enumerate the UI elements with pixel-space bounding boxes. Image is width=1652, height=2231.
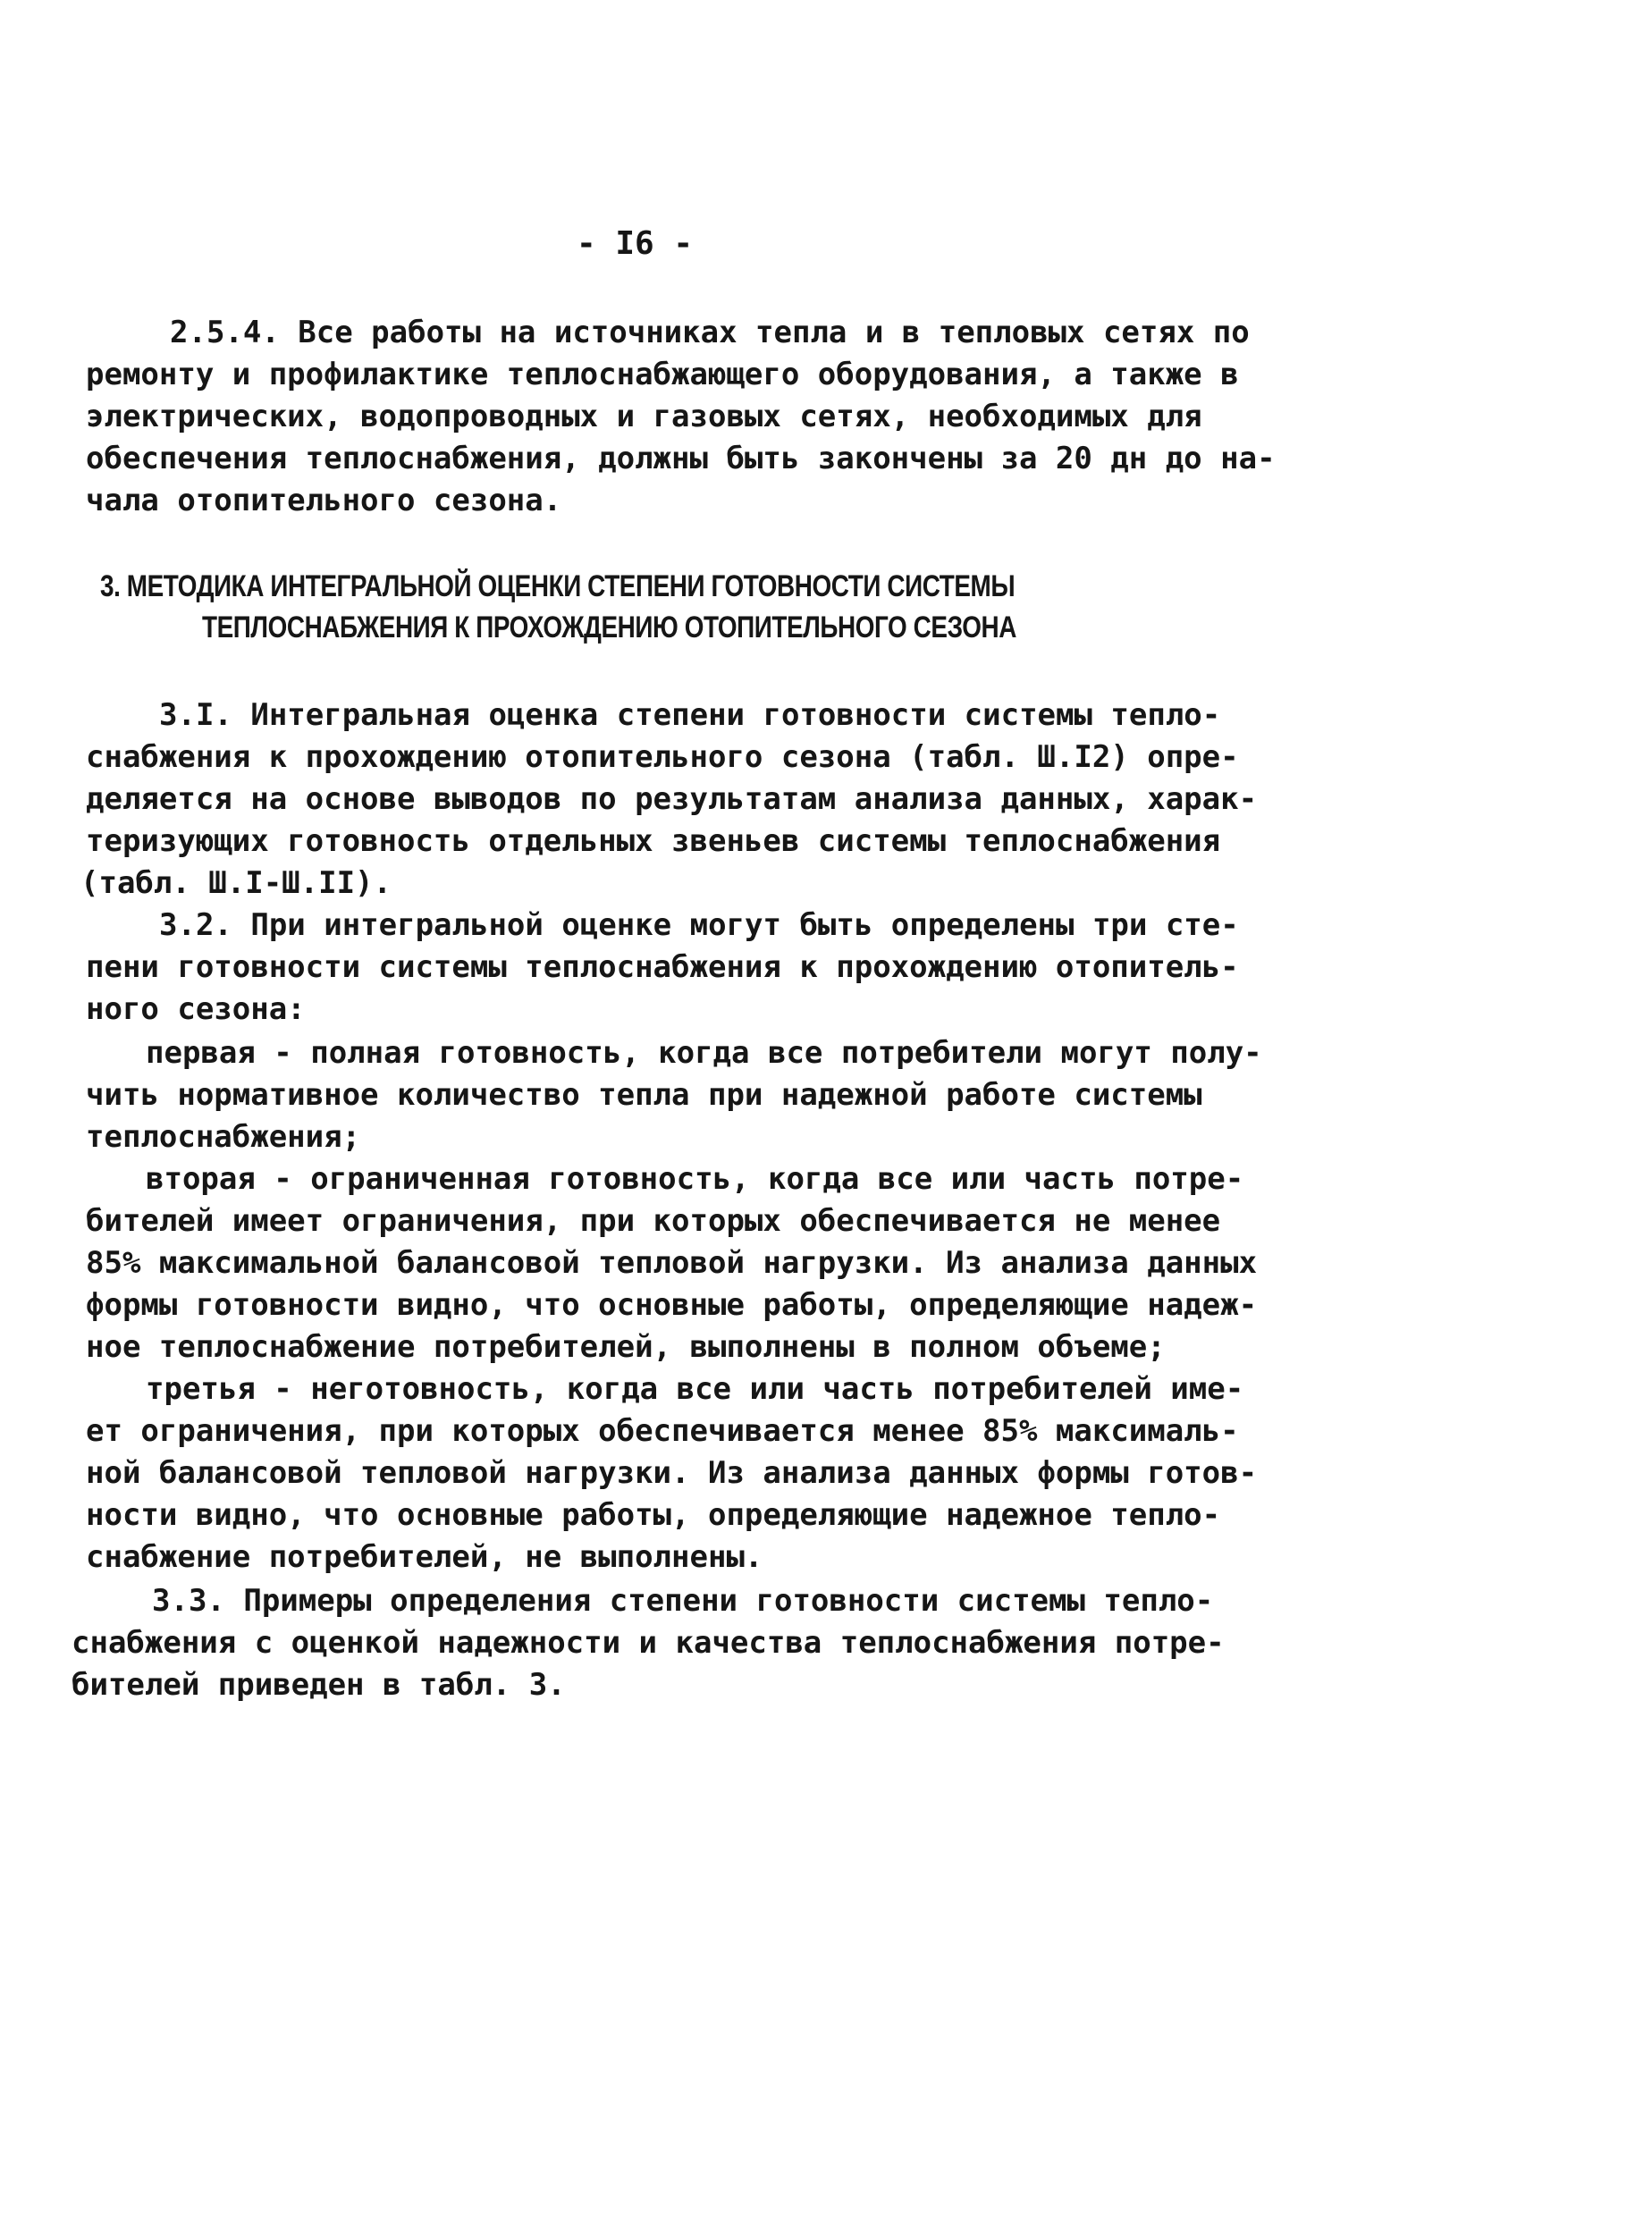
text-line: ности видно, что основные работы, определяющие надежное тепло- xyxy=(86,1497,1221,1533)
text-line: 2.5.4. Все работы на источниках тепла и в тепловых сетях по xyxy=(170,315,1250,350)
heading-line-1: 3. МЕТОДИКА ИНТЕГРАЛЬНОЙ ОЦЕНКИ СТЕПЕНИ ГОТОВНОСТИ СИСТЕМЫ xyxy=(100,569,1016,603)
text-line: бителей приведен в табл. 3. xyxy=(72,1667,566,1703)
text-line: формы готовности видно, что основные работы, определяющие надеж- xyxy=(86,1287,1258,1323)
text-line: ного сезона: xyxy=(86,991,306,1027)
text-line: бителей имеет ограничения, при которых обеспечивается не менее xyxy=(86,1203,1221,1239)
text-line: пени готовности системы теплоснабжения к прохождению отопитель- xyxy=(86,949,1239,985)
text-line: теплоснабжения; xyxy=(86,1119,361,1155)
text-line: чала отопительного сезона. xyxy=(86,483,562,518)
text-line: ной балансовой тепловой нагрузки. Из анализа данных формы готов- xyxy=(86,1455,1258,1491)
page-number: - I6 - xyxy=(577,225,694,262)
text-line: теризующих готовность отдельных звеньев системы теплоснабжения xyxy=(86,823,1221,859)
text-line: ремонту и профилактике теплоснабжающего оборудования, а также в xyxy=(86,357,1239,392)
text-line: 3.I. Интегральная оценка степени готовности системы тепло- xyxy=(159,697,1221,733)
heading-line-2: ТЕПЛОСНАБЖЕНИЯ К ПРОХОЖДЕНИЮ ОТОПИТЕЛЬНОГО СЕЗОНА xyxy=(202,610,1016,644)
text-line: ет ограничения, при которых обеспечивается менее 85% максималь- xyxy=(86,1413,1239,1449)
text-line: чить нормативное количество тепла при надежной работе системы xyxy=(86,1077,1202,1113)
text-line: третья - неготовность, когда все или часть потребителей име- xyxy=(146,1371,1244,1407)
text-line: вторая - ограниченная готовность, когда все или часть потре- xyxy=(146,1161,1244,1197)
text-line: 3.2. При интегральной оценке могут быть определены три сте- xyxy=(159,907,1239,943)
text-line: (табл. Ш.I-Ш.II). xyxy=(80,865,392,901)
text-line: снабжения с оценкой надежности и качества теплоснабжения потре- xyxy=(72,1625,1225,1661)
text-line: ное теплоснабжение потребителей, выполнены в полном объеме; xyxy=(86,1329,1166,1365)
text-line: обеспечения теплоснабжения, должны быть закончены за 20 дн до на- xyxy=(86,441,1276,476)
text-line: снабжения к прохождению отопительного сезона (табл. Ш.I2) опре- xyxy=(86,739,1239,775)
text-line: 85% максимальной балансовой тепловой нагрузки. Из анализа данных xyxy=(86,1245,1258,1281)
text-line: первая - полная готовность, когда все потребители могут полу- xyxy=(146,1035,1262,1071)
text-line: электрических, водопроводных и газовых сетях, необходимых для xyxy=(86,399,1202,434)
text-line: деляется на основе выводов по результатам анализа данных, харак- xyxy=(86,781,1258,817)
text-line: 3.3. Примеры определения степени готовности системы тепло- xyxy=(152,1583,1214,1619)
text-line: снабжение потребителей, не выполнены. xyxy=(86,1539,763,1575)
